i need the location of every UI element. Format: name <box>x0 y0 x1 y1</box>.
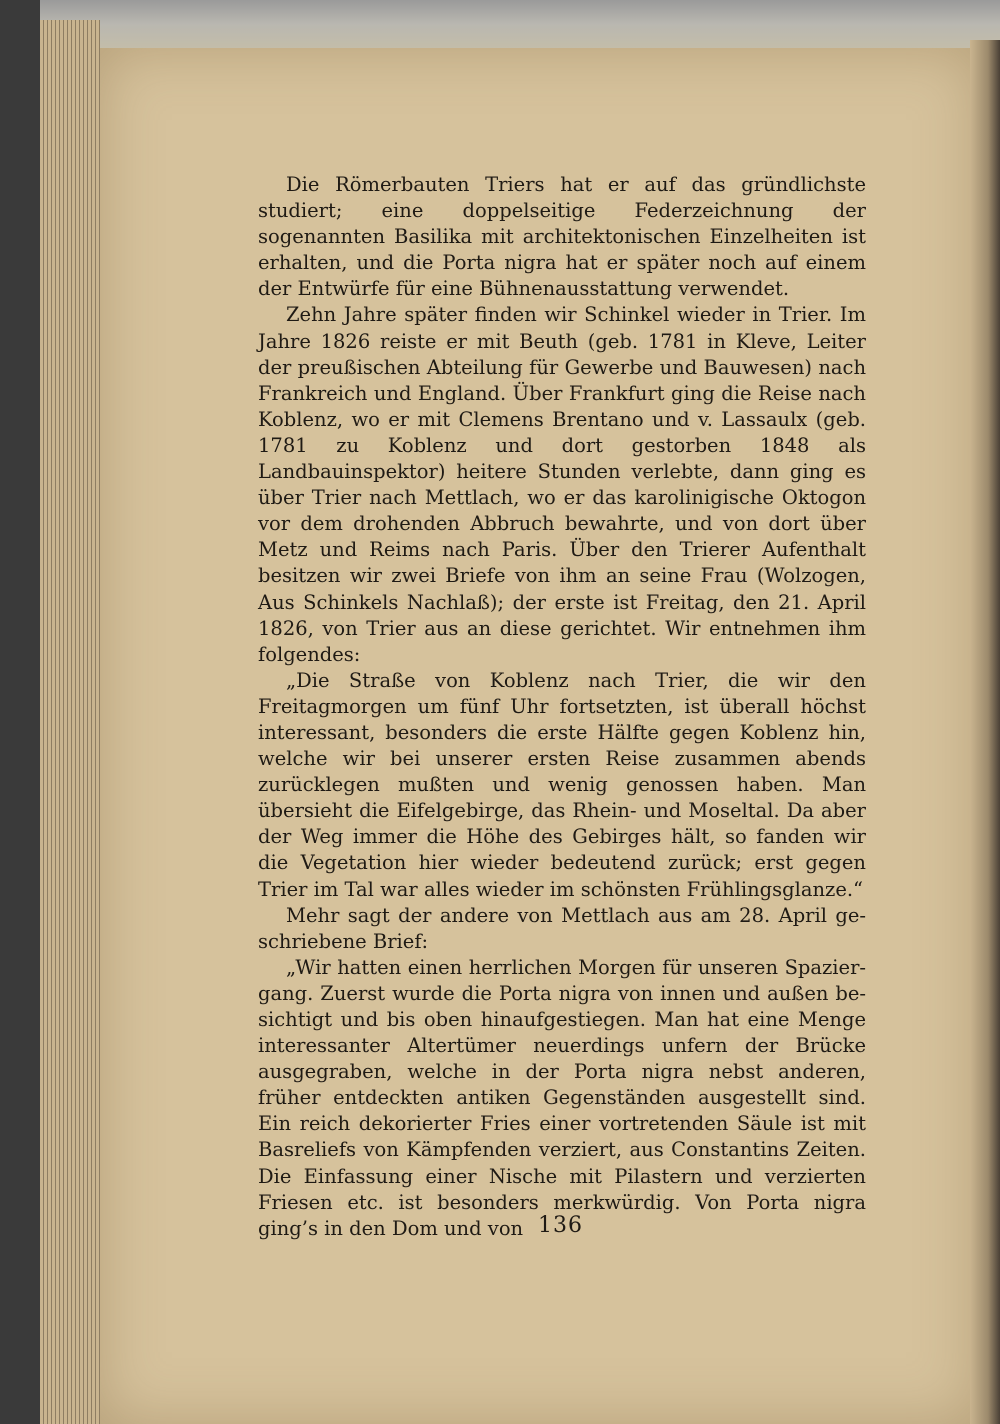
paragraph: „Wir hatten einen herrlichen Morgen für unseren Spaziergang. Zuerst wurde die Porta nigra von innen und außen besichtigt und bis oben hinaufgestiegen. Man hat eine Menge interessanter Altertümer neuerdings unfern der Brücke ausgegraben, welche in der Porta nigra nebst anderen, früher entdeckten antiken Gegenständen ausgestellt sind. Ein reich dekorierter Fries einer vortretenden Säule ist mit Basreliefs von Kämpfenden verziert, aus Constantins Zeiten. Die Einfassung einer Nische mit Pilastern und verzierten Friesen etc. ist besonders merkwürdig. Von Porta nigra ging’s in den Dom und von <box>258 955 866 1240</box>
paragraph: Mehr sagt der andere von Mettlach aus am 28. April geschriebene Brief: <box>258 903 866 953</box>
paragraph: Zehn Jahre später finden wir Schinkel wieder in Trier. Im Jahre 1826 reiste er mit Beuth (geb. 1781 in Kleve, Leiter der preußischen Abteilung für Gewerbe und Bauwesen) nach Frankreich und England. Über Frankfurt ging die Reise nach Koblenz, wo er mit Clemens Brentano und v. Lassaulx (geb. 1781 zu Koblenz und dort gestorben 1848 als Landbauinspektor) heitere Stunden verlebte, dann ging es über Trier nach Mettlach, wo er das karolinigische Oktogon vor dem drohenden Abbruch bewahrte, und von dort über Metz und Reims nach Paris. Über den Trierer Aufenthalt besitzen wir zwei Briefe von ihm an seine Frau (Wolzogen, Aus Schinkels Nachlaß); der erste ist Freitag, den 21. April 1826, von Trier aus an diese gerichtet. Wir entnehmen ihm folgendes: <box>258 303 866 666</box>
page-number: 136 <box>538 1213 583 1238</box>
page-stack-left <box>40 20 100 1424</box>
book-right-edge <box>970 40 1000 1424</box>
paragraph: „Die Straße von Koblenz nach Trier, die wir den Freitagmorgen um fünf Uhr fortsetzten, ist überall höchst interessant, besonders die erste Hälfte gegen Koblenz hin, welche wir bei unserer ersten Reise zusammen abends zurücklegen mußten und wenig genossen haben. Man übersieht die Eifelgebirge, das Rhein- und Moseltal. Da aber der Weg immer die Höhe des Gebirges hält, so fanden wir die Vegetation hier wieder bedeutend zurück; erst gegen Trier im Tal war alles wieder im schönsten Frühlingsglanze.“ <box>258 668 866 901</box>
body-text <box>258 172 866 1242</box>
paragraph: Die Römerbauten Triers hat er auf das gründlichste studiert; eine doppelseitige Federzeichnung der sogenannten Basilika mit architektonischen Einzelheiten ist erhalten, und die Porta nigra hat er später noch auf einem der Entwürfe für eine Bühnenausstattung verwendet. <box>258 173 866 301</box>
